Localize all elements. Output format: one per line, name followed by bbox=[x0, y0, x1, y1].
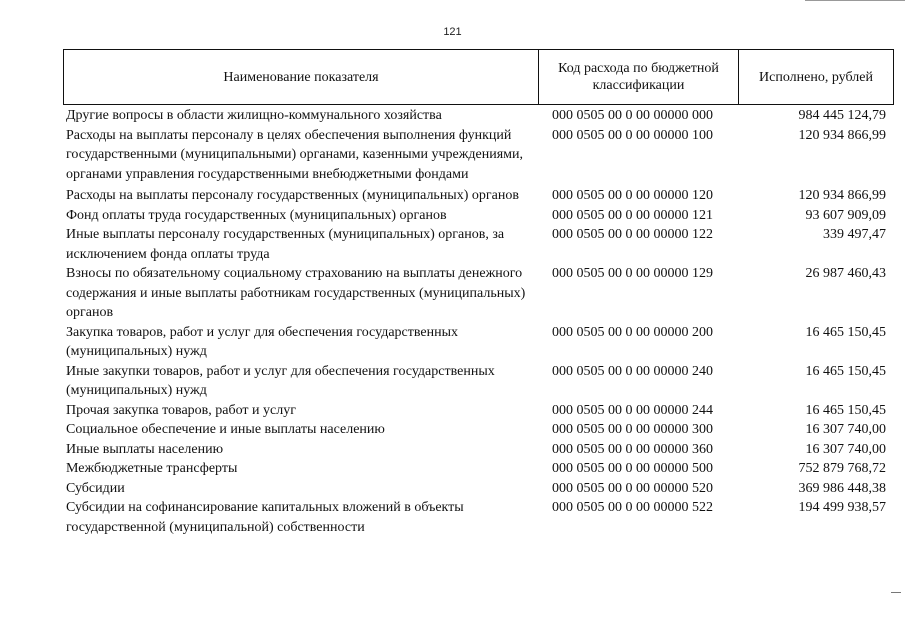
table-row bbox=[66, 479, 886, 499]
row-code: 000 0505 00 0 00 00000 000 bbox=[552, 108, 713, 123]
row-name: Иные закупки товаров, работ и услуг для обеспечения государственных (муниципальных) нужд bbox=[66, 363, 495, 398]
table-row bbox=[66, 498, 886, 537]
row-amount: 752 879 768,72 bbox=[798, 461, 886, 476]
row-amount: 26 987 460,43 bbox=[805, 266, 886, 281]
row-name: Иные выплаты населению bbox=[66, 441, 224, 457]
header-amount-column: Исполнено, рублей bbox=[759, 69, 873, 85]
row-code: 000 0505 00 0 00 00000 129 bbox=[552, 266, 713, 281]
table-header bbox=[63, 49, 894, 105]
table-row bbox=[66, 362, 886, 401]
row-code: 000 0505 00 0 00 00000 120 bbox=[552, 188, 713, 203]
row-name: Прочая закупка товаров, работ и услуг bbox=[66, 402, 296, 418]
table-row bbox=[66, 225, 886, 264]
table-row bbox=[66, 206, 886, 226]
table-row bbox=[66, 323, 886, 362]
row-amount: 120 934 866,99 bbox=[798, 188, 886, 203]
header-code-column: Код расхода по бюджетной классификации bbox=[539, 50, 739, 104]
row-code: 000 0505 00 0 00 00000 360 bbox=[552, 441, 713, 457]
row-amount: 369 986 448,38 bbox=[798, 480, 886, 496]
row-code: 000 0505 00 0 00 00000 520 bbox=[552, 480, 713, 496]
row-name: Субсидии на софинансирование капитальных вложений в объекты государственной (муниципальной) собственности bbox=[66, 500, 464, 535]
corner-scan-line bbox=[805, 0, 905, 1]
row-code: 000 0505 00 0 00 00000 100 bbox=[552, 127, 713, 143]
table-row bbox=[66, 440, 886, 460]
row-name: Социальное обеспечение и иные выплаты населению bbox=[66, 422, 385, 437]
row-code: 000 0505 00 0 00 00000 522 bbox=[552, 500, 713, 515]
table-row bbox=[66, 420, 886, 440]
row-amount: 16 465 150,45 bbox=[805, 363, 886, 379]
table-row bbox=[66, 401, 886, 421]
row-code: 000 0505 00 0 00 00000 500 bbox=[552, 461, 713, 476]
row-name: Другие вопросы в области жилищно-коммунального хозяйства bbox=[66, 108, 442, 123]
row-name: Закупка товаров, работ и услуг для обеспечения государственных (муниципальных) нужд bbox=[66, 324, 459, 359]
row-amount: 16 465 150,45 bbox=[805, 324, 886, 340]
table-row bbox=[66, 459, 886, 479]
row-name: Расходы на выплаты персоналу в целях обеспечения выполнения функций государственными (муниципальными) органами, казенными учреждениями, органами управления государственными внебюджетными фондами bbox=[66, 127, 523, 182]
row-amount: 16 465 150,45 bbox=[805, 402, 886, 418]
row-name: Фонд оплаты труда государственных (муниципальных) органов bbox=[66, 207, 447, 223]
row-code: 000 0505 00 0 00 00000 122 bbox=[552, 227, 713, 242]
row-name: Иные выплаты персоналу государственных (муниципальных) органов, за исключением фонда оплаты труда bbox=[66, 227, 505, 262]
row-amount: 194 499 938,57 bbox=[798, 500, 886, 515]
row-code: 000 0505 00 0 00 00000 300 bbox=[552, 422, 713, 437]
table-row bbox=[66, 106, 886, 126]
row-amount: 93 607 909,09 bbox=[805, 207, 886, 223]
row-name: Расходы на выплаты персоналу государственных (муниципальных) органов bbox=[66, 188, 519, 203]
scan-mark bbox=[891, 592, 901, 593]
row-amount: 984 445 124,79 bbox=[798, 108, 886, 123]
row-amount: 339 497,47 bbox=[823, 227, 886, 242]
row-amount: 16 307 740,00 bbox=[805, 441, 886, 457]
row-name: Субсидии bbox=[66, 480, 125, 496]
table-row bbox=[66, 186, 886, 206]
table-row bbox=[66, 264, 886, 323]
row-name: Взносы по обязательному социальному страхованию на выплаты денежного содержания и иные выплаты работникам государственных (муниципальных) органов bbox=[66, 266, 526, 320]
row-code: 000 0505 00 0 00 00000 121 bbox=[552, 207, 713, 223]
page-number: 121 bbox=[443, 26, 462, 38]
table-body bbox=[66, 106, 886, 537]
row-name: Межбюджетные трансферты bbox=[66, 461, 238, 476]
table-row bbox=[66, 126, 886, 185]
header-name-column: Наименование показателя bbox=[64, 50, 539, 104]
row-code: 000 0505 00 0 00 00000 240 bbox=[552, 363, 713, 379]
row-amount: 16 307 740,00 bbox=[805, 422, 886, 437]
row-amount: 120 934 866,99 bbox=[798, 127, 886, 143]
row-code: 000 0505 00 0 00 00000 244 bbox=[552, 402, 713, 418]
row-code: 000 0505 00 0 00 00000 200 bbox=[552, 324, 713, 340]
